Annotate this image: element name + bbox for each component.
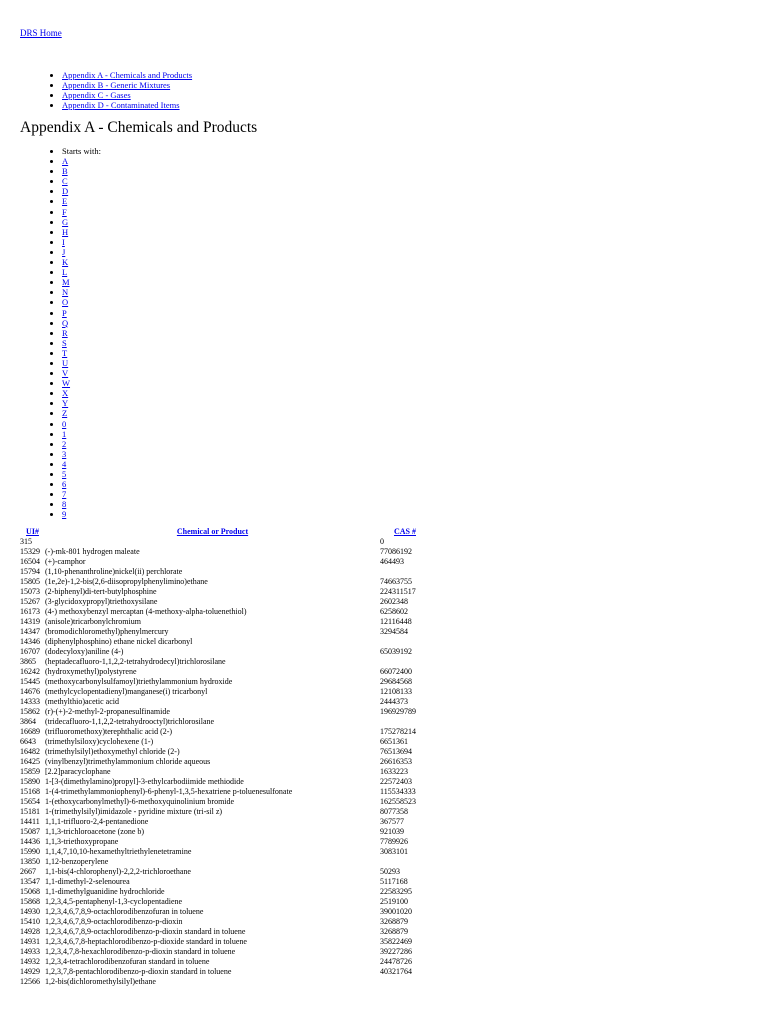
appendix-nav-item xyxy=(62,100,192,110)
appendix-nav-item xyxy=(62,90,192,100)
cell-ui: 14928 xyxy=(20,927,40,936)
letter-link[interactable]: 3 xyxy=(62,448,67,459)
appendix-link[interactable]: Appendix D - Contaminated Items xyxy=(62,100,180,110)
cell-ui: 16482 xyxy=(20,747,40,756)
cell-chemical: 1,2,3,4,7,8-hexachlorodibenzo-p-dioxin standard in toluene xyxy=(45,947,236,956)
table-row xyxy=(20,957,430,967)
letter-link[interactable]: 7 xyxy=(62,489,67,500)
cell-chemical: 1,1,4,7,10,10-hexamethyltriethylenetetramine xyxy=(45,847,192,856)
cell-ui: 16504 xyxy=(20,557,40,566)
cell-ui: 16173 xyxy=(20,607,40,616)
cell-cas xyxy=(380,857,430,867)
cell-ui: 15805 xyxy=(20,577,40,586)
letter-link[interactable]: W xyxy=(62,378,71,389)
cell-cas: 8077358 xyxy=(380,807,408,816)
table-row xyxy=(20,907,430,917)
letter-link[interactable]: F xyxy=(62,206,67,217)
table-row xyxy=(20,687,430,697)
letter-link[interactable]: 8 xyxy=(62,499,67,510)
letter-item xyxy=(62,308,101,318)
table-row xyxy=(20,637,430,647)
letter-item xyxy=(62,358,101,368)
cell-ui: 14346 xyxy=(20,637,40,646)
cell-chemical: 1,2,3,4,6,7,8,9-octachlorodibenzofuran in toluene xyxy=(45,907,204,916)
letter-link[interactable]: O xyxy=(62,297,69,308)
cell-chemical: (heptadecafluoro-1,1,2,2-tetrahydrodecyl)trichlorosilane xyxy=(45,657,226,666)
cell-cas xyxy=(380,977,430,987)
cell-cas: 5117168 xyxy=(380,877,408,886)
letter-link[interactable]: Y xyxy=(62,398,69,409)
table-row xyxy=(20,847,430,857)
cell-chemical: 1,2,3,4,6,7,8-heptachlorodibenzo-p-dioxide standard in toluene xyxy=(45,937,247,946)
cell-ui: 15068 xyxy=(20,887,40,896)
cell-chemical: (1e,2e)-1,2-bis(2,6-diisopropylphenylimino)ethane xyxy=(45,577,208,586)
cell-ui: 15181 xyxy=(20,807,40,816)
cell-ui: 15087 xyxy=(20,827,40,836)
letter-link[interactable]: N xyxy=(62,287,69,298)
cell-ui: 14347 xyxy=(20,627,40,636)
table-row xyxy=(20,947,430,957)
letter-link[interactable]: 2 xyxy=(62,438,67,449)
letter-link[interactable]: R xyxy=(62,327,68,338)
letter-index xyxy=(48,146,101,519)
cell-ui: 14333 xyxy=(20,697,40,706)
cell-cas: 3268879 xyxy=(380,917,408,926)
cell-cas: 26616353 xyxy=(380,757,412,766)
cell-ui: 15890 xyxy=(20,777,40,786)
cell-cas: 367577 xyxy=(380,817,404,826)
table-row xyxy=(20,967,430,977)
letter-link[interactable]: S xyxy=(62,337,67,348)
letter-item xyxy=(62,166,101,176)
letter-item xyxy=(62,499,101,509)
cell-chemical: (1,10-phenanthroline)nickel(ii) perchlorate xyxy=(45,567,183,576)
cell-chemical: 1,1-dimethyl-2-selenourea xyxy=(45,877,130,886)
table-row xyxy=(20,587,430,597)
cell-ui: 315 xyxy=(20,537,32,546)
cell-chemical: (methoxycarbonylsulfamoyl)triethylammonium hydroxide xyxy=(45,677,233,686)
letter-item xyxy=(62,318,101,328)
cell-chemical: [2.2]paracyclophane xyxy=(45,767,111,776)
cell-cas: 29684568 xyxy=(380,677,412,686)
letter-item xyxy=(62,277,101,287)
letter-link[interactable]: I xyxy=(62,236,65,247)
page-title: Appendix A - Chemicals and Products xyxy=(20,119,258,136)
appendix-nav-item xyxy=(62,80,192,90)
cell-cas: 40321764 xyxy=(380,967,412,976)
cell-ui: 15073 xyxy=(20,587,40,596)
table-row xyxy=(20,677,430,687)
drs-home-link[interactable]: DRS Home xyxy=(20,28,62,38)
letter-item xyxy=(62,237,101,247)
chemicals-table xyxy=(20,527,430,987)
table-row xyxy=(20,917,430,927)
letter-item xyxy=(62,398,101,408)
letter-link[interactable]: 5 xyxy=(62,469,67,479)
letter-link[interactable]: V xyxy=(62,368,69,379)
cell-ui: 14930 xyxy=(20,907,40,916)
cell-cas: 66072400 xyxy=(380,667,412,676)
cell-cas xyxy=(380,657,430,667)
cell-cas: 6651361 xyxy=(380,737,408,746)
cell-cas: 39001020 xyxy=(380,907,412,916)
letter-link[interactable]: A xyxy=(62,156,69,167)
cell-cas: 464493 xyxy=(380,557,404,566)
cell-ui: 3864 xyxy=(20,717,36,726)
cell-ui: 14929 xyxy=(20,967,40,976)
letter-link[interactable]: U xyxy=(62,357,69,368)
cell-ui: 3865 xyxy=(20,657,36,666)
table-row xyxy=(20,607,430,617)
letter-link[interactable]: T xyxy=(62,347,68,358)
table-row xyxy=(20,937,430,947)
cell-ui: 15654 xyxy=(20,797,40,806)
cell-chemical: (+)-camphor xyxy=(45,557,86,566)
header-chemical[interactable] xyxy=(45,527,380,537)
letter-link[interactable]: B xyxy=(62,166,68,177)
cell-chemical: (r)-(+)-2-methyl-2-propanesulfinamide xyxy=(45,707,170,716)
sort-ui-link[interactable]: UI# xyxy=(26,527,39,536)
letter-link[interactable]: P xyxy=(62,307,67,318)
cell-chemical: (vinylbenzyl)trimethylammonium chloride aqueous xyxy=(45,757,211,766)
cell-ui: 14436 xyxy=(20,837,40,846)
letter-link[interactable]: M xyxy=(62,277,70,288)
letter-link[interactable]: Z xyxy=(62,408,68,419)
table-row xyxy=(20,757,430,767)
cell-chemical: (diphenylphosphino) ethane nickel dicarbonyl xyxy=(45,637,193,646)
table-row xyxy=(20,717,430,727)
cell-chemical: 1-(4-trimethylammoniophenyl)-6-phenyl-1,3,5-hexatriene p-toluenesulfonate xyxy=(45,787,293,796)
cell-ui: 14933 xyxy=(20,947,40,956)
table-row xyxy=(20,887,430,897)
table-row xyxy=(20,567,430,577)
table-row xyxy=(20,647,430,657)
table-row xyxy=(20,667,430,677)
cell-ui: 15329 xyxy=(20,547,40,556)
cell-ui: 15267 xyxy=(20,597,40,606)
letter-link[interactable]: Q xyxy=(62,317,69,328)
table-row xyxy=(20,617,430,627)
cell-cas: 196929789 xyxy=(380,707,416,716)
appendix-nav xyxy=(48,70,192,110)
cell-cas: 224311517 xyxy=(380,587,416,596)
table-row xyxy=(20,547,430,557)
cell-ui: 14932 xyxy=(20,957,40,966)
table-row xyxy=(20,837,430,847)
cell-cas: 7789926 xyxy=(380,837,408,846)
cell-ui: 16707 xyxy=(20,647,40,656)
cell-ui: 15794 xyxy=(20,567,40,576)
cell-ui: 12566 xyxy=(20,977,40,986)
table-header-row xyxy=(20,527,430,537)
cell-cas: 2444373 xyxy=(380,697,408,706)
cell-chemical: 1,2,3,4,5-pentaphenyl-1,3-cyclopentadiene xyxy=(45,897,183,906)
cell-ui: 16425 xyxy=(20,757,40,766)
cell-chemical: 1,1-dimethylguanidine hydrochloride xyxy=(45,887,165,896)
table-row xyxy=(20,787,430,797)
table-row xyxy=(20,627,430,637)
cell-cas: 22583295 xyxy=(380,887,412,896)
cell-cas: 921039 xyxy=(380,827,404,836)
letter-item xyxy=(62,479,101,489)
table-row xyxy=(20,897,430,907)
starts-with-label: • Starts with: xyxy=(62,146,101,156)
letter-item xyxy=(62,408,101,418)
letter-item xyxy=(62,247,101,257)
letter-item xyxy=(62,378,101,388)
cell-chemical: (methylcyclopentadienyl)manganese(i) tricarbonyl xyxy=(45,687,208,696)
letter-link[interactable]: 4 xyxy=(62,458,67,469)
cell-cas: 77086192 xyxy=(380,547,412,556)
cell-cas xyxy=(380,637,430,647)
table-row xyxy=(20,727,430,737)
table-row xyxy=(20,747,430,757)
table-row xyxy=(20,697,430,707)
cell-cas: 0 xyxy=(380,537,384,546)
table-row xyxy=(20,577,430,587)
letter-item xyxy=(62,267,101,277)
cell-ui: 14319 xyxy=(20,617,40,626)
cell-ui: 13547 xyxy=(20,877,40,886)
cell-chemical: (-)-mk-801 hydrogen maleate xyxy=(45,547,140,556)
cell-cas: 3294584 xyxy=(380,627,408,636)
letter-item xyxy=(62,287,101,297)
cell-ui: 15859 xyxy=(20,767,40,776)
letter-item xyxy=(62,297,101,307)
table-row xyxy=(20,707,430,717)
letter-item xyxy=(62,469,101,479)
table-row xyxy=(20,867,430,877)
cell-cas: 24478726 xyxy=(380,957,412,966)
letter-link[interactable]: D xyxy=(62,186,69,197)
cell-chemical: (anisole)tricarbonylchromium xyxy=(45,617,141,626)
cell-cas: 74663755 xyxy=(380,577,412,586)
letter-item xyxy=(62,257,101,267)
appendix-nav-item xyxy=(62,70,192,80)
cell-chemical: 1,2,3,4,6,7,8,9-octachlorodibenzo-p-dioxin standard in toluene xyxy=(45,927,246,936)
letter-item xyxy=(62,368,101,378)
table-row xyxy=(20,877,430,887)
cell-cas xyxy=(380,567,430,577)
cell-cas: 50293 xyxy=(380,867,400,876)
cell-ui: 15445 xyxy=(20,677,40,686)
table-row xyxy=(20,767,430,777)
cell-ui: 14411 xyxy=(20,817,40,826)
cell-chemical: (3-glycidoxypropyl)triethoxysilane xyxy=(45,597,158,606)
cell-cas: 1633223 xyxy=(380,767,408,776)
letter-item xyxy=(62,227,101,237)
cell-cas: 162558523 xyxy=(380,797,416,806)
header-ui[interactable] xyxy=(20,527,45,537)
cell-chemical: 1-[3-(dimethylamino)propyl]-3-ethylcarbodiimide methiodide xyxy=(45,777,244,786)
letter-item xyxy=(62,489,101,499)
letter-link[interactable]: G xyxy=(62,216,69,227)
cell-ui: 16242 xyxy=(20,667,40,676)
letter-item xyxy=(62,207,101,217)
cell-chemical: (trimethylsilyl)ethoxymethyl chloride (2-) xyxy=(45,747,180,756)
cell-cas: 175278214 xyxy=(380,727,416,736)
letter-item xyxy=(62,348,101,358)
cell-cas: 76513694 xyxy=(380,747,412,756)
letter-link[interactable]: 9 xyxy=(62,509,67,520)
letter-link[interactable]: 0 xyxy=(62,418,67,429)
table-row xyxy=(20,737,430,747)
cell-cas: 65039192 xyxy=(380,647,412,656)
appendix-link[interactable]: Appendix A - Chemicals and Products xyxy=(62,70,193,80)
cell-cas: 22572403 xyxy=(380,777,412,786)
cell-chemical: (tridecafluoro-1,1,2,2-tetrahydrooctyl)trichlorosilane xyxy=(45,717,215,726)
letter-item xyxy=(62,509,101,519)
cell-cas: 2519100 xyxy=(380,897,408,906)
cell-chemical xyxy=(45,537,380,547)
cell-chemical: 1,2,3,4,6,7,8,9-octachlorodibenzo-p-dioxin xyxy=(45,917,183,926)
cell-ui: 14931 xyxy=(20,937,40,946)
letter-item xyxy=(62,176,101,186)
cell-chemical: (bromodichloromethyl)phenylmercury xyxy=(45,627,169,636)
table-row xyxy=(20,597,430,607)
cell-chemical: 1,2,3,4-tetrachlorodibenzofuran standard in toluene xyxy=(45,957,210,966)
cell-chemical: 1,2,3,7,8-pentachlorodibenzo-p-dioxin standard in toluene xyxy=(45,967,232,976)
cell-cas: 6258602 xyxy=(380,607,408,616)
letter-link[interactable]: L xyxy=(62,267,68,278)
letter-link[interactable]: C xyxy=(62,176,68,187)
letter-item xyxy=(62,338,101,348)
letter-item xyxy=(62,156,101,166)
cell-ui: 2667 xyxy=(20,867,36,876)
cell-chemical: 1,12-benzoperylene xyxy=(45,857,109,866)
cell-ui: 16689 xyxy=(20,727,40,736)
cell-cas: 3268879 xyxy=(380,927,408,936)
letter-item xyxy=(62,449,101,459)
cell-chemical: 1,1,3-trichloroacetone (zone b) xyxy=(45,827,145,836)
cell-chemical: (dodecyloxy)aniline (4-) xyxy=(45,647,124,656)
table-row xyxy=(20,657,430,667)
cell-ui: 15168 xyxy=(20,787,40,796)
letter-item xyxy=(62,388,101,398)
table-row xyxy=(20,827,430,837)
letter-link[interactable]: X xyxy=(62,388,69,399)
cell-chemical: (trimethylsiloxy)cyclohexene (1-) xyxy=(45,737,154,746)
table-row xyxy=(20,557,430,567)
cell-chemical: 1,1-bis(4-chlorophenyl)-2,2,2-trichloroethane xyxy=(45,867,191,876)
cell-cas: 115534333 xyxy=(380,787,416,796)
table-row xyxy=(20,797,430,807)
letter-link[interactable]: J xyxy=(62,246,66,257)
table-row xyxy=(20,807,430,817)
cell-chemical: 1,2-bis(dichloromethylsilyl)ethane xyxy=(45,977,156,986)
cell-ui: 6643 xyxy=(20,737,36,746)
cell-ui: 13850 xyxy=(20,857,40,866)
cell-ui: 15862 xyxy=(20,707,40,716)
letter-item xyxy=(62,217,101,227)
table-row xyxy=(20,537,430,547)
appendix-link[interactable]: Appendix C - Gases xyxy=(62,90,131,100)
cell-cas: 3083101 xyxy=(380,847,408,856)
table-row xyxy=(20,927,430,937)
appendix-link[interactable]: Appendix B - Generic Mixtures xyxy=(62,80,171,90)
cell-chemical: 1-(ethoxycarbonylmethyl)-6-methoxyquinolinium bromide xyxy=(45,797,235,806)
letter-link[interactable]: E xyxy=(62,196,68,207)
sort-cas-link[interactable]: CAS # xyxy=(393,527,416,536)
sort-chemical-link[interactable]: Chemical or Product xyxy=(176,527,249,536)
cell-ui: 15990 xyxy=(20,847,40,856)
cell-chemical: 1,1,3-triethoxypropane xyxy=(45,837,119,846)
cell-chemical: (hydroxymethyl)polystyrene xyxy=(45,667,137,676)
cell-chemical: (trifluoromethoxy)terephthalic acid (2-) xyxy=(45,727,173,736)
cell-chemical: 1-(trimethylsilyl)imidazole - pyridine mixture (tri-sil z) xyxy=(45,807,223,816)
letter-item xyxy=(62,419,101,429)
cell-cas: 35822469 xyxy=(380,937,412,946)
cell-chemical: 1,1,1-trifluoro-2,4-pentanedione xyxy=(45,817,149,826)
table-row xyxy=(20,777,430,787)
letter-item xyxy=(62,196,101,206)
letter-item xyxy=(62,459,101,469)
table-row xyxy=(20,857,430,867)
letter-item xyxy=(62,328,101,338)
cell-chemical: (4-) methoxybenzyl mercaptan (4-methoxy-alpha-toluenethiol) xyxy=(45,607,247,616)
letter-link[interactable]: 6 xyxy=(62,479,67,490)
cell-chemical: (methylthio)acetic acid xyxy=(45,697,119,706)
letter-item xyxy=(62,186,101,196)
cell-ui: 14676 xyxy=(20,687,40,696)
letter-item xyxy=(62,429,101,439)
letter-link[interactable]: K xyxy=(62,257,69,268)
cell-cas: 2602348 xyxy=(380,597,408,606)
cell-cas: 12108133 xyxy=(380,687,412,696)
letter-item xyxy=(62,439,101,449)
table-row xyxy=(20,817,430,827)
cell-ui: 15868 xyxy=(20,897,40,906)
header-cas[interactable] xyxy=(380,527,430,537)
cell-cas: 12116448 xyxy=(380,617,412,626)
cell-chemical: (2-biphenyl)di-tert-butylphosphine xyxy=(45,587,157,596)
cell-cas: 39227286 xyxy=(380,947,412,956)
cell-ui: 15410 xyxy=(20,917,40,926)
table-row xyxy=(20,977,430,987)
letter-link[interactable]: H xyxy=(62,226,69,237)
letter-link[interactable]: 1 xyxy=(62,428,67,439)
cell-cas xyxy=(380,717,430,727)
